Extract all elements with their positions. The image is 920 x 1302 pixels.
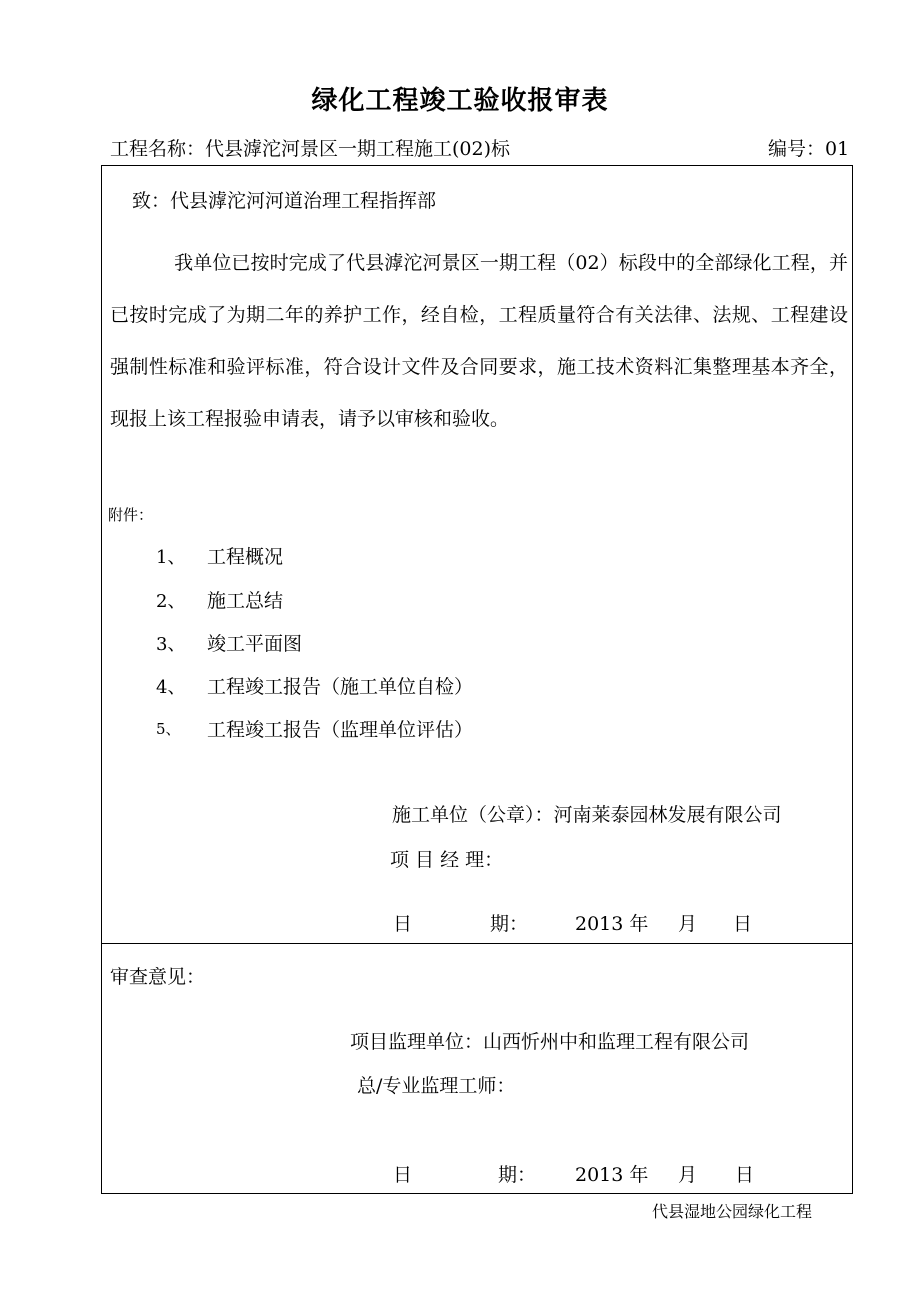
date-month: 月 [678,913,698,935]
date-label: 日 [393,913,413,935]
review-date-label-suffix: 期： [498,1164,537,1186]
date-day: 日 [733,913,753,935]
footer-project-name: 代县湿地公园绿化工程 [652,1202,813,1221]
date-label-suffix: 期： [490,913,529,935]
contractor-unit: 施工单位（公章）：河南莱泰园林发展有限公司 [392,804,782,826]
attachment-number: 1、 [156,547,186,568]
review-date-day: 日 [735,1164,755,1186]
review-date-label: 日 [393,1164,413,1186]
section-divider [101,943,853,944]
attachment-number: 5、 [156,720,181,738]
attachment-item: 工程竣工报告（监理单位评估） [207,719,474,741]
attachment-item: 工程竣工报告（施工单位自检） [207,676,474,698]
document-number: 编号：01 [768,138,850,160]
document-title: 绿化工程竣工验收报审表 [311,86,609,116]
review-date-year: 2013 年 [575,1164,649,1186]
submission-paragraph-text: 我单位已按时完成了代县滹沱河景区一期工程（02）标段中的全部绿化工程，并已按时完成了为期二年的养护工作，经自检，工程质量符合有关法律、法规、工程建设强制性标准和验评标准，符合设计文件及合同要求，施工技术资料汇集整理基本齐全，现报上该工程报验申请表，请予以审核和验收。 [110,252,848,430]
attachment-number: 4、 [156,677,186,698]
project-name: 工程名称：代县滹沱河景区一期工程施工(02)标 [110,138,511,160]
project-manager: 项 目 经 理： [390,849,504,871]
addressee: 致：代县滹沱河河道治理工程指挥部 [132,190,437,212]
attachments-label: 附件： [108,506,154,524]
review-label: 审查意见： [110,966,206,988]
review-date-month: 月 [678,1164,698,1186]
supervisor-unit: 项目监理单位：山西忻州中和监理工程有限公司 [350,1031,750,1053]
attachment-item: 工程概况 [207,546,284,568]
supervising-engineer: 总/专业监理工师： [357,1075,516,1097]
submission-paragraph [110,237,848,445]
attachment-item: 竣工平面图 [207,633,303,655]
attachment-number: 3、 [156,634,186,655]
attachment-item: 施工总结 [207,590,284,612]
attachment-number: 2、 [156,591,186,612]
date-year: 2013 年 [575,913,649,935]
